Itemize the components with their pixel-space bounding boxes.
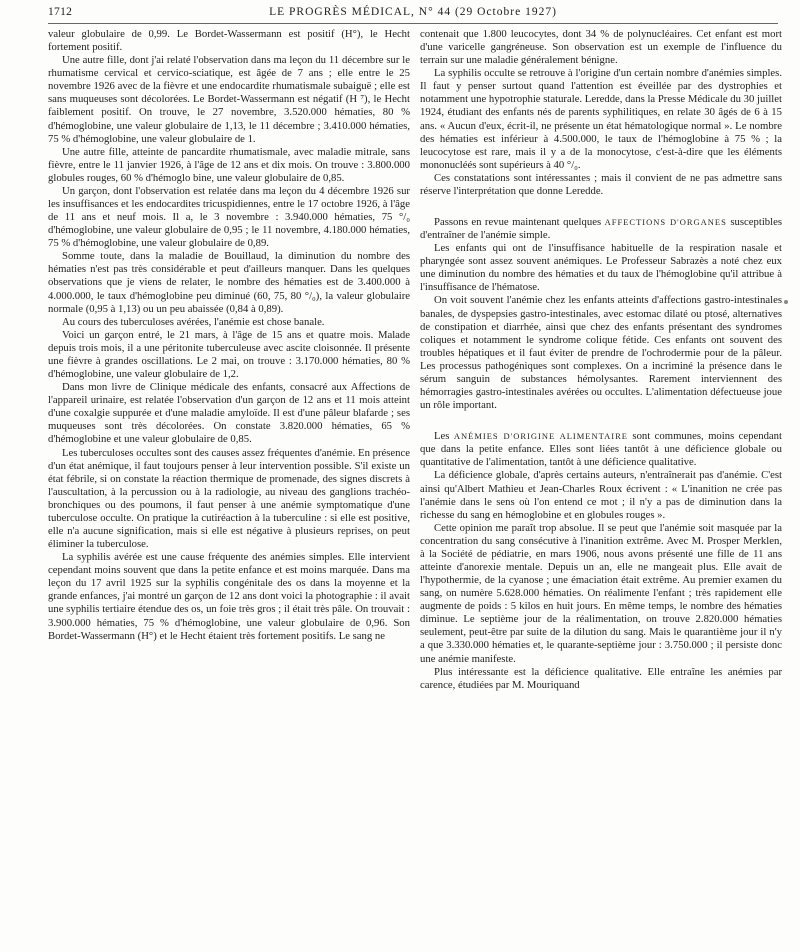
section-intro-paragraph: [420, 216, 782, 242]
paragraph-rest: susceptibles d'entraîner de l'anémie simple.: [420, 216, 782, 242]
paragraph: contenait que 1.800 leucocytes, dont 34 % de polynucléaires. Cet enfant est mort d'une varicelle gangréneuse. Son observation est un exemple de l'influence du terrain sur une maladie généralement bénigne.: [420, 28, 782, 67]
paragraph: La syphilis avérée est une cause fréquente des anémies simples. Elle intervient cependant moins souvent que dans la petite enfance et est moins marquée. Dans ma leçon du 17 avril 1925 sur la syphilis congénitale des os dans la moyenne et la grande enfances, j'ai montré un garçon de 12 ans dont voici la photographie : il avait une syphilis tertiaire étendue des os, un foie très gros ; il était très pâle. On trouvait : 3.900.000 hématies, 75 % d'hémoglobine, une valeur globulaire de 0,96. Son Bordet-Wassermann (H°) et le Hecht étaient très fortement positifs. Le sang ne: [48, 551, 410, 642]
paragraph: Une autre fille, atteinte de pancardite rhumatismale, avec maladie mitrale, sans fièvre, entre le 11 janvier 1926, à l'âge de 12 ans et dix mois. On trouve : 3.800.000 globules rouges, 60 % d'hémoglo bine, une valeur globulaire de 0,85.: [48, 145, 410, 184]
paragraph-rest: sont communes, moins cependant que dans la petite enfance. Elles sont liées tantôt à une déficience globale ou quantitative de l'alimentation, tantôt à une déficience qualitative.: [420, 430, 782, 469]
paragraph: Ces constatations sont intéressantes ; mais il convient de ne pas admettre sans réserve l'interprétation que donne Leredde.: [420, 171, 782, 197]
journal-title: LE PROGRÈS MÉDICAL, N° 44 (29 Octobre 1927): [269, 6, 557, 18]
paragraph: Les tuberculoses occultes sont des causes assez fréquentes d'anémie. En présence d'un état anémique, il faut toujours penser à leur intervention possible. S'il existe un état fébrile, si on constate la réaction thermique de promenade, des signes discrets à l'auscultation, à la percussion ou à la radiologie, au niveau des ganglions trachéo-bronchiques ou des poumons, il faut penser à une anémie symptomatique d'une tuberculose occulte. On pratique la cutiréaction à la tuberculine : si elle est positive, elle n'a aucune signification, mais si elle est négative à plusieurs reprises, on peut éliminer la tuberculose.: [48, 446, 410, 551]
paragraph: La déficience globale, d'après certains auteurs, n'entraînerait pas d'anémie. C'est ainsi qu'Albert Mathieu et Jean-Charles Roux écrivent : « L'inanition ne crée pas l'anémie dans le sens où l'on entend ce mot ; il n'y a pas de diminution dans la richesse du sang en hémoglobine et en globules rouges ».: [420, 469, 782, 521]
paragraph: La syphilis occulte se retrouve à l'origine d'un certain nombre d'anémies simples. Il faut y penser surtout quand l'attention est éveillée par des dystrophies et notamment une hypotrophie staturale. Leredde, dans la Presse Médicale du 30 juillet 1924, étudiant des enfants nés de parents syphilitiques, en relate 30 âgés de 6 à 15 ans. « Aucun d'eux, écrit-il, ne présente un état hématologique normal ». Le nombre des hématies est inférieur à 4.500.000, le taux de l'hémoglobine à 75 % ; la leucocytose est rare, mais il y a de la monocytose, c'est-à-dire que les éléments mononucléés sont supérieurs à 40 °/₀.: [420, 67, 782, 171]
paragraph: Cette opinion me paraît trop absolue. Il se peut que l'anémie soit masquée par la concentration du sang consécutive à l'inanition extrême. Avec M. Prosper Merklen, à la Société de pédiatrie, en mars 1906, nous avons présenté une fille de 11 ans atteinte d'anorexie mentale. Depuis un an, elle ne mangeait plus. Elle avait de l'hypothermie, de la cyanose ; une émaciation était extrême. Au premier examen du sang, on numère 5.628.000 hématies. On réalimente l'enfant ; très rapidement elle augmente de poids : 5 kilos en huit jours. En même temps, le nombre des hématies diminue. Le septième jour de la réalimentation, on trouve 2.820.000 hématies seulement, peut-être par suite de la dilution du sang. Mais le quarantième jour il n'y a que 3.330.000 hématies et, le quarante-septième jour : 3.750.000 ; il persiste donc une anémie manifeste.: [420, 521, 782, 665]
paragraph: Somme toute, dans la maladie de Bouillaud, la diminution du nombre des hématies n'est pas très considérable et peut d'ailleurs manquer. Dans les quelques observations que je viens de relater, le nombre des hématies est de 3.400.000 à 4.000.000, le taux d'hémoglobine peu diminué (60, 75, 80 °/₀), la valeur globulaire normale (0,95 à 1,13) ou un peu abaissée (0,84 à 0,89).: [48, 250, 410, 315]
header-rule: [48, 23, 778, 24]
paragraph: valeur globulaire de 0,99. Le Bordet-Wassermann est positif (H°), le Hecht fortement positif.: [48, 28, 410, 54]
paragraph: Une autre fille, dont j'ai relaté l'observation dans ma leçon du 11 décembre sur le rhumatisme cervical et cervico-sciatique, est âgée de 7 ans ; elle entre le 25 novembre 1926 avec de la fièvre et une endocardite rhumatismale subaiguë ; elle est sans muqueuses sont décolorées. Le Bordet-Wassermann est négatif (H ⁷), le Hecht faiblement positif. On trouve, le 27 novembre, 3.520.000 hématies, 80 % d'hémoglobine, une valeur globulaire de 1,13, le 11 décembre ; 3.410.000 hématies, 75 % d'hémoglobine, une valeur globulaire de 1.: [48, 54, 410, 145]
paragraph: Au cours des tuberculoses avérées, l'anémie est chose banale.: [62, 315, 325, 328]
small-caps-heading: ANÉMIES D'ORIGINE ALIMENTAIRE: [453, 431, 628, 442]
print-speck: [784, 300, 788, 304]
paragraph: On voit souvent l'anémie chez les enfants atteints d'affections gastro-intestinales banales, de dyspepsies gastro-intestinales, avec estomac dilaté ou ptosé, alternatives de constipation et diarrhée, ainsi que chez des enfants présentant des syndromes coliques et notamment le syndrome colique fétide. Ces enfants ont souvent des troubles hépatiques et il faut éviter de prendre de l'ochrodermie pour de la pâleur. Les processus pathogéniques sont complexes. On a incriminé la présence dans le sérum sanguin de substances hémolysantes. Rarement interviennent des hémorragies gastro-intestinales avérées ou occultes. L'alimentation défectueuse joue un rôle important.: [420, 294, 782, 412]
paragraph: Plus intéressante est la déficience qualitative. Elle entraîne les anémies par carence, étudiées par M. Mouriquand: [420, 665, 782, 691]
paragraph: Dans mon livre de Clinique médicale des enfants, consacré aux Affections de l'appareil urinaire, est relatée l'observation d'un garçon de 12 ans et 11 mois atteint d'une coxalgie suppurée et d'une maladie amyloïde. Il est d'une pâleur blafarde ; ses muqueuses sont très décolorées. On constate 3.820.000 hématies, 65 % d'hémoglobine et une valeur globulaire de 0,85.: [48, 381, 410, 446]
page-number: 1712: [48, 6, 73, 18]
section-intro-paragraph: [420, 430, 782, 469]
paragraph: Un garçon, dont l'observation est relatée dans ma leçon du 4 décembre 1926 sur les insuffisances et les endocardites tricuspidiennes, entre le 17 octobre 1926, à l'âge de 11 ans et neuf mois. Il a, le 3 novembre : 3.940.000 hématies, 75 °/₀ d'hémoglobine, une valeur globulaire de 0,95 ; le 11 novembre, 4.180.000 hématies, 75 % d'hémoglobine, une valeur globulaire de 0,89.: [48, 184, 410, 250]
paragraph-lead: Les: [434, 430, 454, 443]
left-column: [48, 28, 410, 643]
paragraph-lead: Passons en revue maintenant quelques: [434, 216, 605, 229]
small-caps-heading: AFFECTIONS D'ORGANES: [604, 217, 727, 228]
paragraph: Voici un garçon entré, le 21 mars, à l'âge de 15 ans et quatre mois. Malade depuis trois mois, il a une péritonite tuberculeuse avec ascite cloisonnée. Il présente une fièvre à grandes oscillations. Le 2 mai, on trouve : 3.170.000 hématies, 80 % d'hémoglobine, une valeur globulaire de 1,2.: [48, 328, 410, 381]
running-header: [48, 6, 778, 22]
right-column: [420, 28, 782, 692]
paragraph: Les enfants qui ont de l'insuffisance habituelle de la respiration nasale et pharyngée sont assez souvent anémiques. Le Professeur Sabrazès a noté chez eux une diminution du nombre des hématies et du taux de l'hémoglobine qu'il attribue à l'insuffisance de l'hématose.: [420, 242, 782, 294]
